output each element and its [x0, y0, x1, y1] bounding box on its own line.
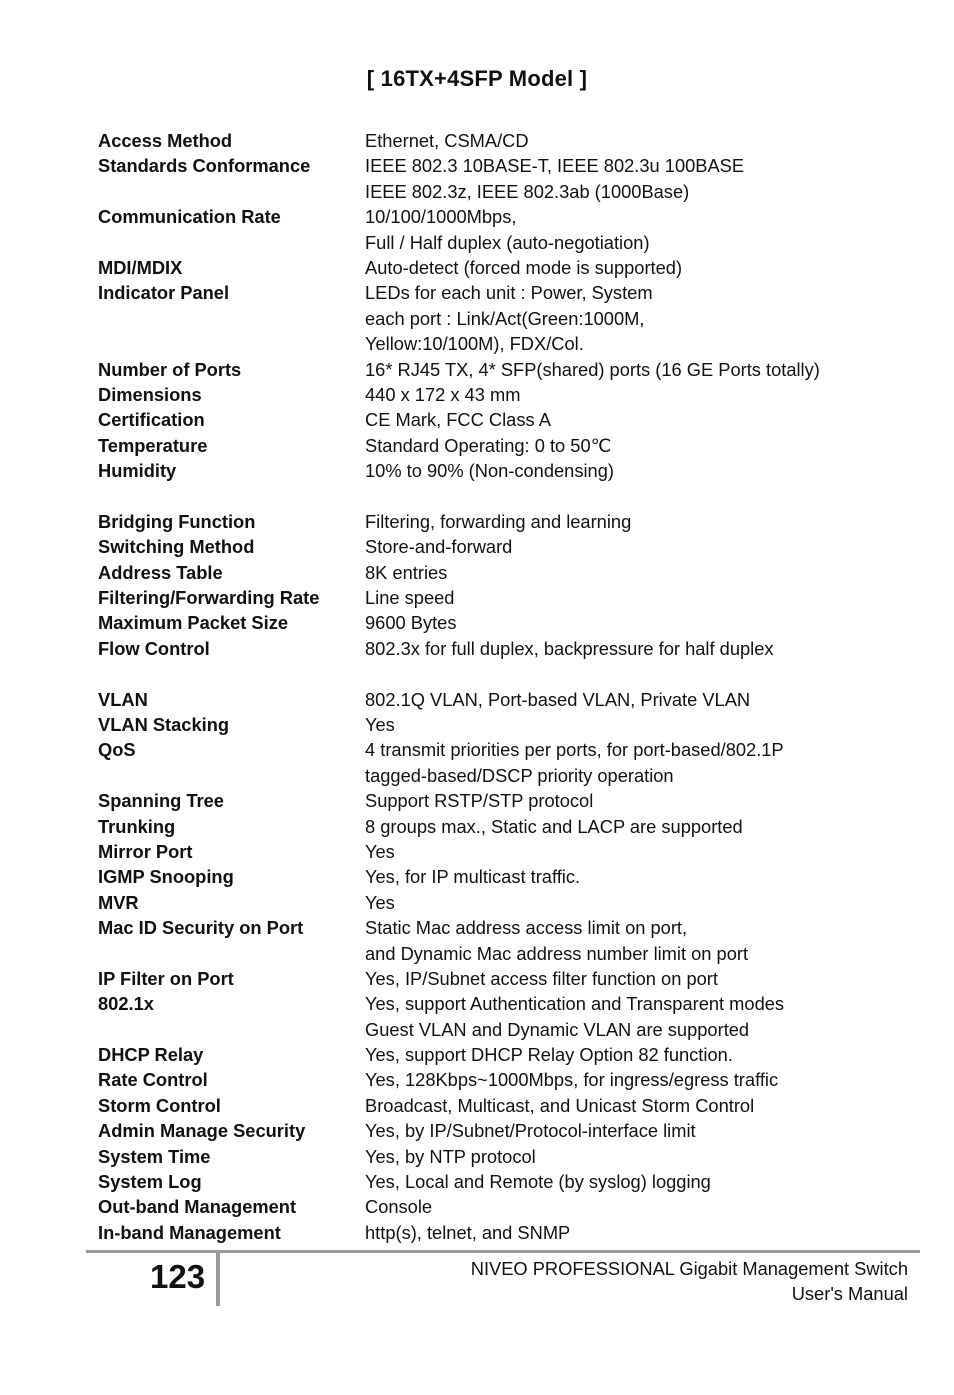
spec-value: tagged-based/DSCP priority operation [365, 764, 674, 786]
spec-value: CE Mark, FCC Class A [365, 409, 551, 431]
spec-label: System Time [98, 1145, 211, 1167]
spec-label: Bridging Function [98, 510, 256, 532]
spec-label: VLAN Stacking [98, 713, 230, 735]
spec-value: Yes, by NTP protocol [365, 1145, 536, 1167]
spec-value: Guest VLAN and Dynamic VLAN are supported [365, 1018, 750, 1040]
spec-value: Broadcast, Multicast, and Unicast Storm Control [365, 1094, 755, 1116]
spec-value: IEEE 802.3z, IEEE 802.3ab (1000Base) [365, 180, 690, 202]
spec-label: Out-band Management [98, 1196, 297, 1218]
spec-row [98, 890, 898, 915]
spec-value: 802.3x for full duplex, backpressure for half duplex [365, 637, 774, 659]
spec-row [98, 433, 898, 458]
spec-value: 9600 Bytes [365, 612, 457, 634]
spec-label: Communication Rate [98, 206, 281, 228]
spec-row [98, 1067, 898, 1092]
spec-value: Support RSTP/STP protocol [365, 790, 594, 812]
spec-row [98, 1194, 898, 1219]
spec-row [98, 915, 898, 940]
spec-row [98, 255, 898, 280]
spec-value: Yes, by IP/Subnet/Protocol-interface limit [365, 1120, 696, 1142]
spec-label: Temperature [98, 434, 208, 456]
spec-label: MVR [98, 891, 139, 913]
spec-label: Address Table [98, 561, 223, 583]
spec-label: DHCP Relay [98, 1044, 204, 1066]
spec-row [98, 991, 898, 1016]
spec-value: Yes, support DHCP Relay Option 82 function. [365, 1044, 733, 1066]
spec-row [98, 179, 898, 204]
spec-value: Ethernet, CSMA/CD [365, 130, 529, 151]
spec-value: 10/100/1000Mbps, [365, 206, 517, 228]
spec-row [98, 458, 898, 483]
spec-value: Yes, 128Kbps~1000Mbps, for ingress/egress traffic [365, 1069, 779, 1091]
spec-value: IEEE 802.3 10BASE-T, IEEE 802.3u 100BASE [365, 155, 745, 177]
spec-row [98, 230, 898, 255]
spec-row [98, 864, 898, 889]
spec-value: 16* RJ45 TX, 4* SFP(shared) ports (16 GE Ports totally) [365, 358, 820, 380]
spec-value: 4 transmit priorities per ports, for port-based/802.1P [365, 739, 784, 761]
spec-row [98, 1118, 898, 1143]
spec-row [98, 1093, 898, 1118]
spec-value: 8K entries [365, 561, 448, 583]
section-gap [98, 483, 898, 508]
spec-label: Trunking [98, 815, 176, 837]
spec-label: System Log [98, 1171, 202, 1193]
spec-value: Yes [365, 840, 395, 862]
footer-manual-label: User's Manual [791, 1283, 908, 1305]
section-gap [98, 661, 898, 686]
spec-row [98, 788, 898, 813]
spec-row [98, 1169, 898, 1194]
spec-value: Yes, Local and Remote (by syslog) logging [365, 1171, 711, 1193]
spec-label: Dimensions [98, 383, 202, 405]
spec-value: Yes, IP/Subnet access filter function on port [365, 967, 718, 989]
spec-row [98, 128, 898, 153]
page-title: [ 16TX+4SFP Model ] [366, 66, 588, 91]
spec-label: Indicator Panel [98, 282, 230, 304]
footer-divider [86, 1250, 920, 1253]
spec-label: Number of Ports [98, 358, 242, 380]
spec-row [98, 966, 898, 991]
spec-value: http(s), telnet, and SNMP [365, 1221, 571, 1243]
spec-value: and Dynamic Mac address number limit on port [365, 942, 749, 964]
spec-value: Full / Half duplex (auto-negotiation) [365, 231, 650, 253]
spec-label: IP Filter on Port [98, 967, 234, 989]
spec-value: Line speed [365, 587, 455, 609]
spec-row [98, 153, 898, 178]
spec-label: Storm Control [98, 1094, 221, 1116]
spec-row [98, 1017, 898, 1042]
page-number-divider [216, 1253, 220, 1306]
spec-label: MDI/MDIX [98, 256, 183, 278]
spec-label: Admin Manage Security [98, 1120, 306, 1142]
spec-row [98, 509, 898, 534]
spec-row [98, 331, 898, 356]
spec-row [98, 763, 898, 788]
spec-value: Filtering, forwarding and learning [365, 510, 632, 532]
spec-row [98, 636, 898, 661]
spec-label: Switching Method [98, 536, 255, 558]
footer-text [471, 1256, 908, 1307]
spec-value: Yes [365, 891, 395, 913]
spec-row [98, 534, 898, 559]
spec-value: LEDs for each unit : Power, System [365, 282, 653, 304]
spec-row [98, 585, 898, 610]
spec-row [98, 941, 898, 966]
spec-row [98, 382, 898, 407]
spec-value: Static Mac address access limit on port, [365, 917, 688, 939]
spec-value: 8 groups max., Static and LACP are supported [365, 815, 743, 837]
spec-row [98, 204, 898, 229]
spec-value: Console [365, 1196, 433, 1218]
spec-value: Yellow:10/100M), FDX/Col. [365, 333, 584, 355]
spec-list [98, 128, 898, 1245]
spec-row [98, 560, 898, 585]
spec-row [98, 306, 898, 331]
spec-value: 440 x 172 x 43 mm [365, 383, 521, 405]
spec-row [98, 839, 898, 864]
spec-label: Humidity [98, 460, 177, 482]
spec-label: Spanning Tree [98, 790, 224, 812]
spec-row [98, 1144, 898, 1169]
spec-value: 802.1Q VLAN, Port-based VLAN, Private VLAN [365, 688, 751, 710]
spec-label: Mac ID Security on Port [98, 917, 304, 939]
spec-value: each port : Link/Act(Green:1000M, [365, 307, 645, 329]
spec-label: 802.1x [98, 993, 154, 1015]
spec-label: Flow Control [98, 637, 210, 659]
spec-label: QoS [98, 739, 136, 761]
spec-label: In-band Management [98, 1221, 281, 1243]
spec-row [98, 407, 898, 432]
spec-row [98, 280, 898, 305]
page-number: 123 [150, 1258, 206, 1295]
spec-label: Certification [98, 409, 205, 431]
spec-label: Access Method [98, 130, 233, 151]
spec-value: Auto-detect (forced mode is supported) [365, 256, 683, 278]
spec-value: Yes, support Authentication and Transparent modes [365, 993, 785, 1015]
spec-row [98, 712, 898, 737]
spec-row [98, 1042, 898, 1067]
spec-label: Rate Control [98, 1069, 208, 1091]
spec-label: VLAN [98, 688, 148, 710]
spec-value: Yes, for IP multicast traffic. [365, 866, 581, 888]
spec-value: Standard Operating: 0 to 50℃ [365, 434, 612, 456]
spec-label: Standards Conformance [98, 155, 311, 177]
spec-label: Mirror Port [98, 840, 193, 862]
spec-row [98, 1220, 898, 1245]
spec-label: Filtering/Forwarding Rate [98, 587, 320, 609]
spec-value: 10% to 90% (Non-condensing) [365, 460, 614, 482]
footer-product-name: NIVEO PROFESSIONAL Gigabit Management Switch [470, 1258, 908, 1279]
spec-label: IGMP Snooping [98, 866, 234, 888]
spec-row [98, 737, 898, 762]
spec-row [98, 814, 898, 839]
spec-value: Yes [365, 713, 395, 735]
spec-row [98, 357, 898, 382]
spec-row [98, 610, 898, 635]
spec-label: Maximum Packet Size [98, 612, 289, 634]
spec-value: Store-and-forward [365, 536, 513, 558]
spec-row [98, 687, 898, 712]
